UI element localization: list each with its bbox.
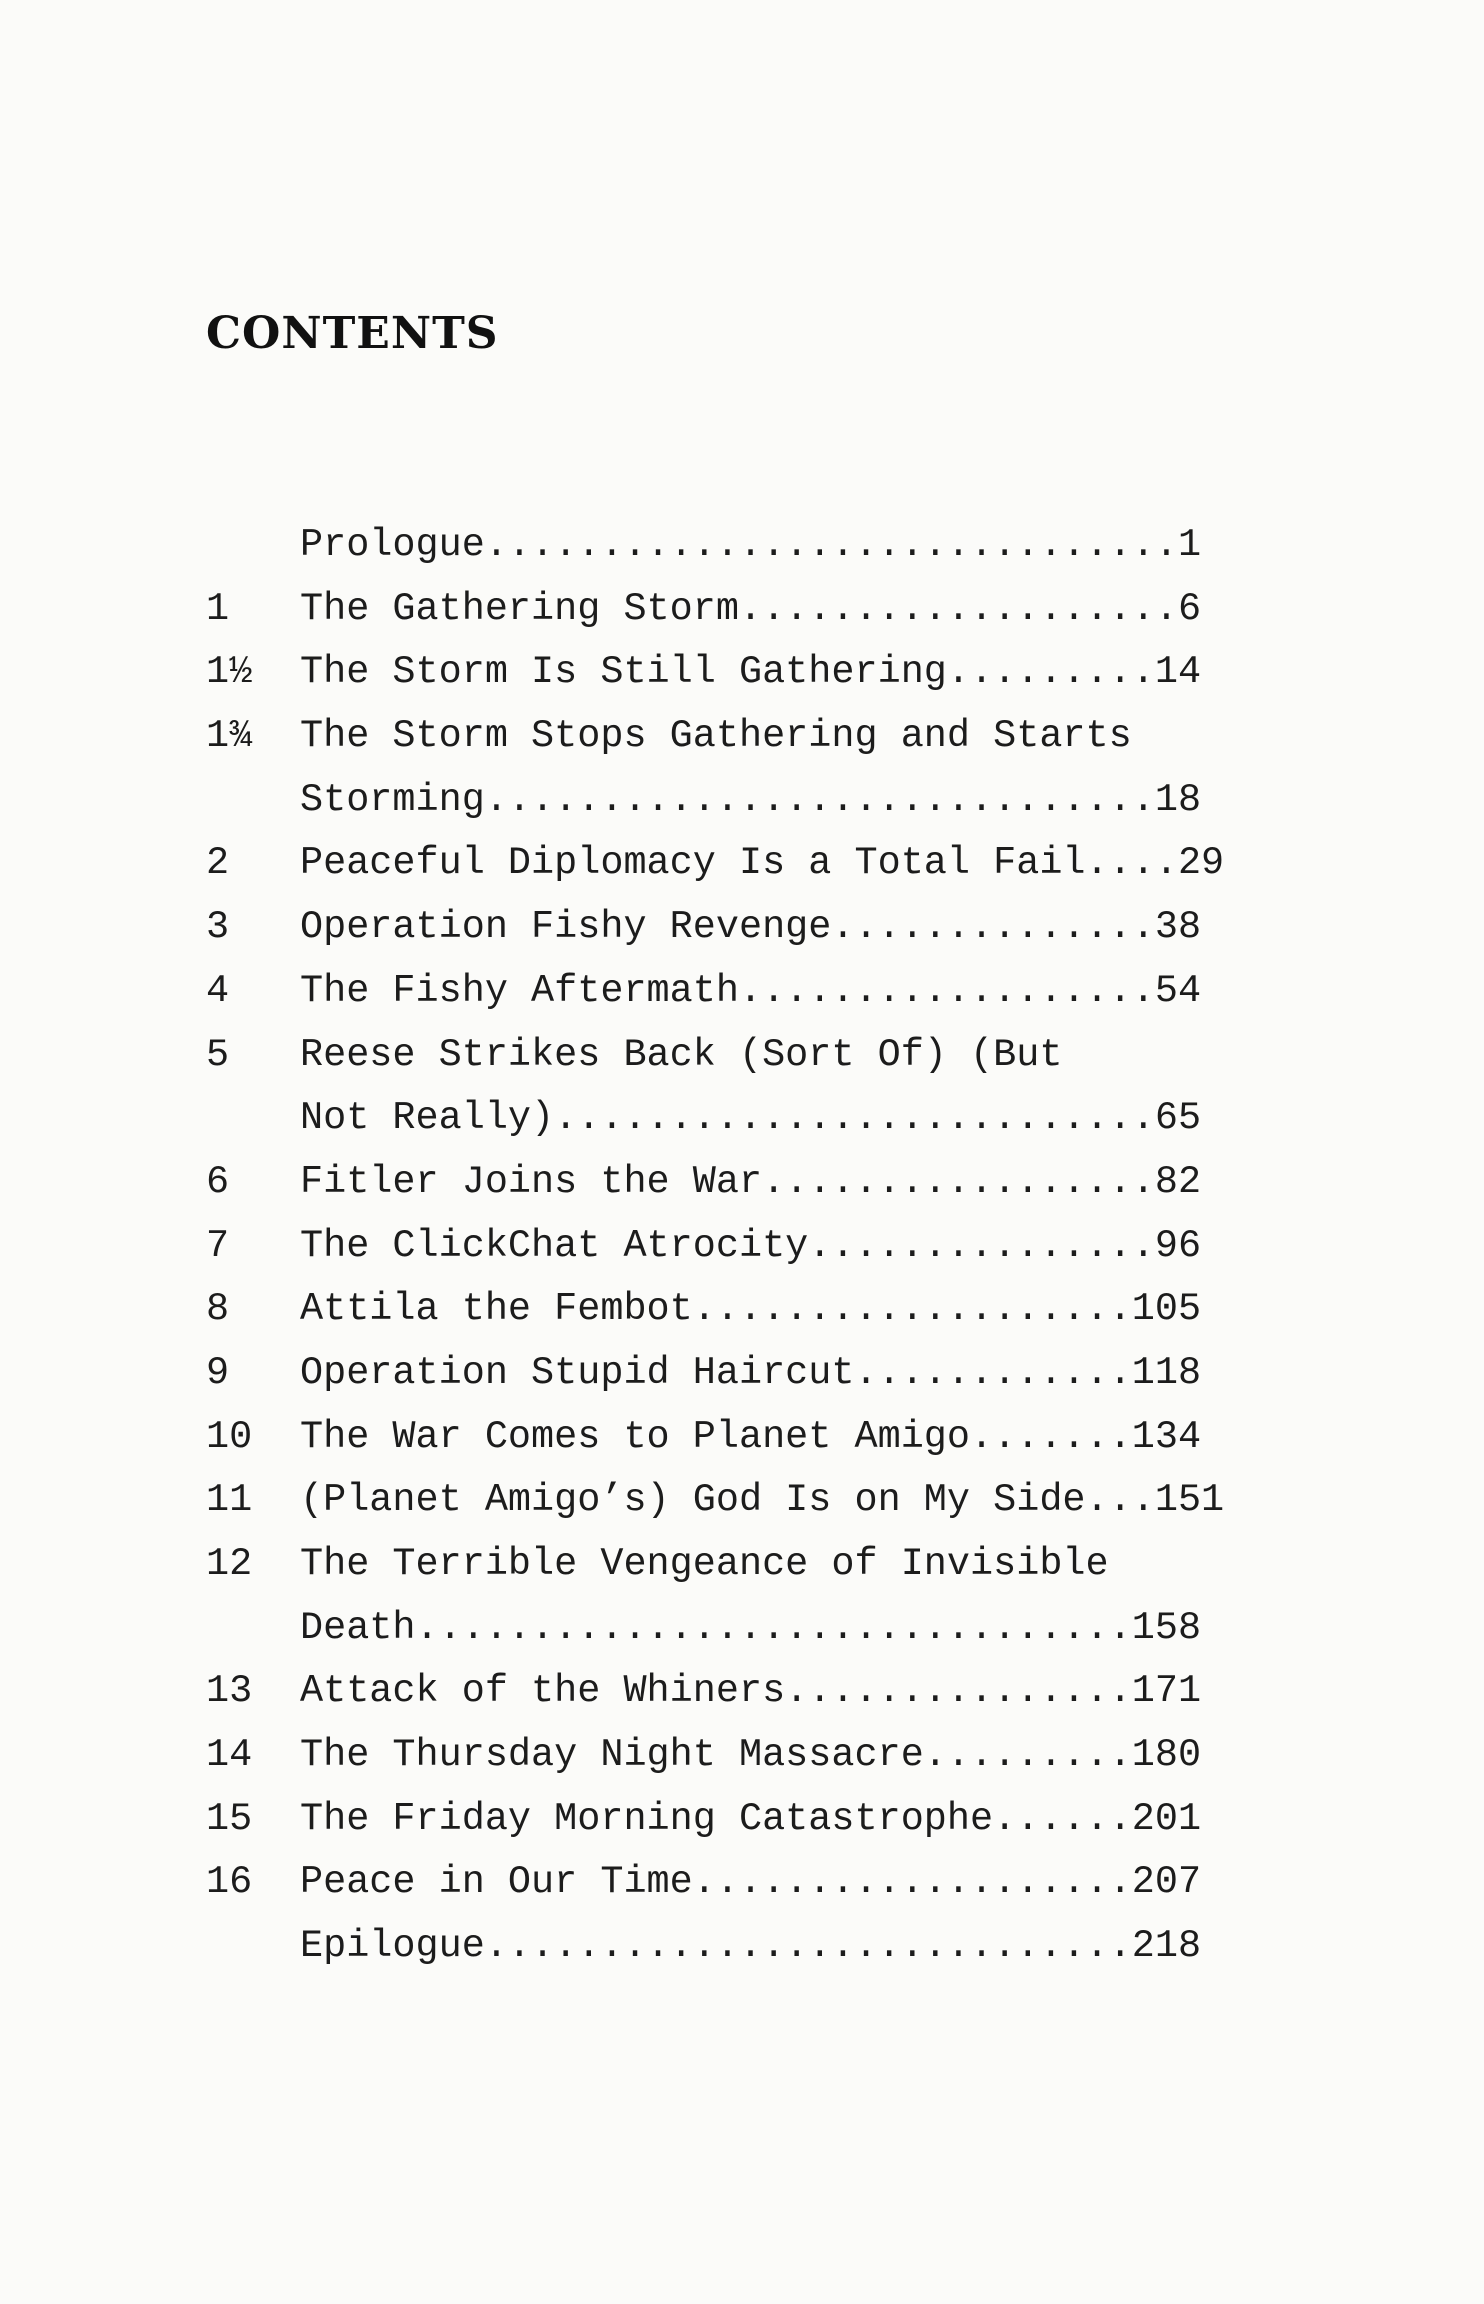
toc-entry [0,514,1484,578]
chapter-number: 1 [206,586,230,631]
chapter-number: 12 [206,1542,253,1586]
chapter-title: Fitler Joins the War.................82 [300,1159,1202,1204]
toc-entry [0,1660,1484,1724]
chapter-title: Attack of the Whiners...............171 [300,1669,1202,1714]
chapter-title-continuation: Death...............................158 [300,1605,1202,1650]
contents-heading: CONTENTS [206,308,499,359]
chapter-number: 13 [206,1669,253,1714]
chapter-title: Epilogue............................218 [300,1924,1202,1969]
chapter-title: The Storm Stops Gathering and Starts [300,714,1132,759]
toc-entry [0,641,1484,705]
chapter-number: 10 [206,1414,253,1459]
toc-entry [0,1406,1484,1470]
chapter-title: Operation Stupid Haircut............118 [300,1350,1202,1395]
chapter-number: 9 [206,1350,230,1395]
chapter-title: The Terrible Vengeance of Invisible [300,1542,1109,1586]
chapter-title: Attila the Fembot...................105 [300,1287,1202,1332]
chapter-number: 1½ [206,650,253,695]
chapter-number: 5 [206,1032,230,1077]
toc-entry [0,1151,1484,1215]
chapter-title-continuation: Storming.............................18 [300,777,1202,822]
toc-entry [0,578,1484,642]
table-of-contents [0,514,1484,1979]
chapter-title: The Gathering Storm...................6 [300,586,1202,631]
toc-entry [0,1278,1484,1342]
chapter-number: 8 [206,1287,230,1332]
chapter-number: 1¾ [206,714,253,759]
toc-entry [0,1788,1484,1852]
chapter-title: Peaceful Diplomacy Is a Total Fail....29 [300,841,1225,886]
chapter-title: The Storm Is Still Gathering.........14 [300,650,1202,695]
chapter-number: 2 [206,841,230,886]
chapter-title: The ClickChat Atrocity...............96 [300,1223,1202,1268]
chapter-title: The Fishy Aftermath..................54 [300,968,1202,1013]
toc-entry [0,896,1484,960]
toc-entry-continuation [0,1597,1484,1661]
toc-entry [0,1215,1484,1279]
chapter-title: The Friday Morning Catastrophe......201 [300,1796,1202,1841]
chapter-number: 15 [206,1796,253,1841]
chapter-number: 3 [206,905,230,950]
toc-entry [0,1915,1484,1979]
chapter-title: Operation Fishy Revenge..............38 [300,905,1202,950]
toc-entry [0,1851,1484,1915]
chapter-number: 7 [206,1223,230,1268]
toc-entry [0,1024,1484,1088]
toc-entry [0,1533,1484,1597]
chapter-number: 16 [206,1860,253,1905]
toc-entry [0,832,1484,896]
chapter-title: Reese Strikes Back (Sort Of) (But [300,1032,1063,1077]
chapter-title-continuation: Not Really)..........................65 [300,1096,1202,1141]
chapter-title: Peace in Our Time...................207 [300,1860,1202,1905]
chapter-number: 14 [206,1733,253,1778]
toc-entry [0,960,1484,1024]
toc-entry [0,705,1484,769]
chapter-title: The War Comes to Planet Amigo.......134 [300,1414,1202,1459]
toc-entry [0,1724,1484,1788]
toc-entry [0,1342,1484,1406]
toc-entry [0,1469,1484,1533]
chapter-title: Prologue..............................1 [300,523,1202,567]
chapter-number: 11 [206,1478,253,1523]
toc-entry-continuation [0,769,1484,833]
chapter-number: 6 [206,1159,230,1204]
chapter-title: (Planet Amigo’s) God Is on My Side...151 [300,1478,1225,1523]
chapter-title: The Thursday Night Massacre.........180 [300,1733,1202,1778]
chapter-number: 4 [206,968,230,1013]
toc-entry-continuation [0,1087,1484,1151]
